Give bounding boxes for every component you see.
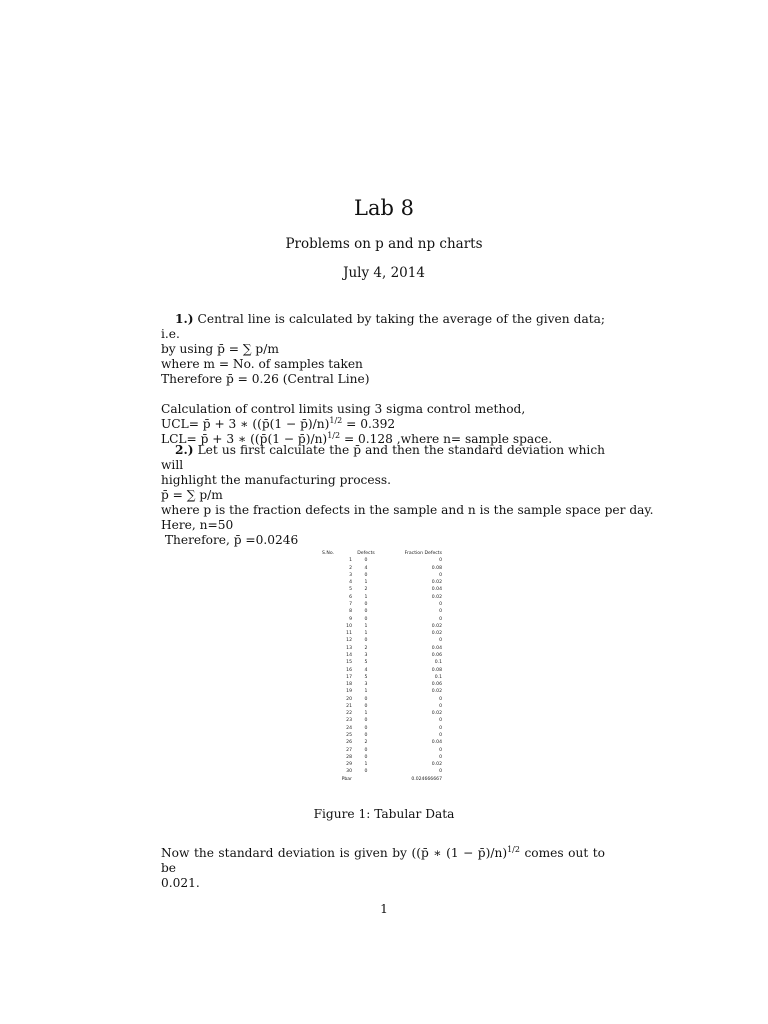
cell-defects: 1 xyxy=(364,580,368,586)
cell-fraction-defects: 0.08 xyxy=(431,565,442,571)
table-row xyxy=(322,696,442,703)
header-defects: Defects xyxy=(357,551,375,556)
table-row xyxy=(322,623,442,630)
cell-defects: 0 xyxy=(364,609,368,615)
cell-defects: 0 xyxy=(364,696,368,702)
cell-fraction-defects: 0 xyxy=(439,601,442,607)
document-date: July 4, 2014 xyxy=(343,265,425,281)
table-row xyxy=(322,637,442,644)
table-row xyxy=(322,703,442,710)
cell-sno: 17 xyxy=(346,674,352,680)
cell-fraction-defects: 0.1 xyxy=(434,674,442,680)
table-row xyxy=(322,754,442,761)
closing-prefix: Now the standard deviation is given by ((p̄ ∗ (1 − p̄)/n) xyxy=(161,846,508,860)
cell-fraction-defects: 0 xyxy=(439,638,442,644)
footer-value: 0.024666667 xyxy=(411,776,442,782)
figure-caption: Figure 1: Tabular Data xyxy=(313,807,455,821)
table-row xyxy=(322,659,442,666)
cell-defects: 4 xyxy=(364,667,368,673)
cell-sno: 27 xyxy=(346,747,352,753)
table-row xyxy=(322,667,442,674)
section-1-line-2: by using p̄ = ∑ p/m xyxy=(161,342,279,356)
cell-fraction-defects: 0.04 xyxy=(431,645,442,651)
header-sno: S.No. xyxy=(322,551,335,556)
lcl-prefix: LCL= p̄ + 3 ∗ ((p̄(1 − p̄)/n) xyxy=(161,432,328,446)
cell-fraction-defects: 0.02 xyxy=(431,762,442,768)
cell-defects: 3 xyxy=(364,652,368,658)
closing-line-2: 0.021. xyxy=(161,876,200,890)
cell-defects: 0 xyxy=(364,601,368,607)
cell-sno: 16 xyxy=(346,667,352,673)
cell-sno: 1 xyxy=(349,558,352,564)
ucl-suffix: = 0.392 xyxy=(342,417,396,431)
cell-sno: 23 xyxy=(346,718,352,724)
cell-fraction-defects: 0.04 xyxy=(431,587,442,593)
document-title: Lab 8 xyxy=(354,196,414,220)
cell-sno: 24 xyxy=(346,725,352,731)
cell-fraction-defects: 0.02 xyxy=(431,580,442,586)
section-1-line-5: Calculation of control limits using 3 sigma control method, xyxy=(161,402,526,416)
section-1-line-3: where m = No. of samples taken xyxy=(161,357,363,371)
cell-sno: 2 xyxy=(349,565,352,571)
section-1-line-1 xyxy=(161,312,605,342)
cell-sno: 3 xyxy=(349,572,352,578)
cell-sno: 20 xyxy=(346,696,352,702)
cell-defects: 2 xyxy=(364,587,368,593)
tabular-data-figure xyxy=(322,550,442,783)
cell-fraction-defects: 0.02 xyxy=(431,631,442,637)
cell-fraction-defects: 0 xyxy=(439,609,442,615)
lcl-suffix: = 0.128 ,where n= sample space. xyxy=(340,432,553,446)
table-row xyxy=(322,630,442,637)
cell-defects: 0 xyxy=(364,747,368,753)
cell-defects: 4 xyxy=(364,565,368,571)
cell-sno: 21 xyxy=(346,703,352,709)
cell-defects: 5 xyxy=(364,674,368,680)
cell-sno: 18 xyxy=(346,682,352,688)
cell-fraction-defects: 0 xyxy=(439,769,442,775)
cell-defects: 1 xyxy=(364,623,368,629)
table-row xyxy=(322,645,442,652)
cell-defects: 0 xyxy=(364,703,368,709)
cell-defects: 0 xyxy=(364,754,368,760)
cell-sno: 12 xyxy=(346,638,352,644)
cell-defects: 0 xyxy=(364,638,368,644)
cell-sno: 13 xyxy=(346,645,352,651)
data-table xyxy=(322,550,442,783)
closing-exponent: 1/2 xyxy=(507,845,520,854)
table-body xyxy=(322,557,442,775)
cell-defects: 5 xyxy=(364,660,368,666)
cell-defects: 0 xyxy=(364,572,368,578)
cell-fraction-defects: 0 xyxy=(439,572,442,578)
table-row xyxy=(322,710,442,717)
table-row xyxy=(322,768,442,775)
table-row xyxy=(322,652,442,659)
section-1-text-1: Central line is calculated by taking the average of the given data; i.e. xyxy=(161,312,605,341)
cell-fraction-defects: 0.02 xyxy=(431,711,442,717)
lcl-exponent: 1/2 xyxy=(327,431,341,440)
cell-fraction-defects: 0.04 xyxy=(431,740,442,746)
cell-defects: 1 xyxy=(364,689,368,695)
cell-fraction-defects: 0 xyxy=(439,703,442,709)
cell-fraction-defects: 0 xyxy=(439,616,442,622)
section-2-line-4: where p is the fraction defects in the sample and n is the sample space per day. xyxy=(161,503,654,517)
cell-fraction-defects: 0 xyxy=(439,733,442,739)
cell-defects: 0 xyxy=(364,558,368,564)
cell-defects: 0 xyxy=(364,616,368,622)
cell-sno: 5 xyxy=(349,587,352,593)
cell-defects: 3 xyxy=(364,682,368,688)
cell-defects: 0 xyxy=(364,718,368,724)
cell-sno: 25 xyxy=(346,733,352,739)
table-row xyxy=(322,747,442,754)
table-row xyxy=(322,586,442,593)
table-row xyxy=(322,579,442,586)
document-subtitle: Problems on p and np charts xyxy=(285,236,483,252)
cell-sno: 10 xyxy=(346,623,352,629)
table-row xyxy=(322,761,442,768)
cell-sno: 30 xyxy=(346,769,352,775)
table-row xyxy=(322,557,442,564)
page-number: 1 xyxy=(380,902,388,916)
section-1-label: 1.) xyxy=(175,312,194,326)
ucl-prefix: UCL= p̄ + 3 ∗ ((p̄(1 − p̄)/n) xyxy=(161,417,330,431)
section-2-label: 2.) xyxy=(175,443,194,457)
cell-fraction-defects: 0.06 xyxy=(431,652,442,658)
cell-fraction-defects: 0 xyxy=(439,718,442,724)
section-1-line-4: Therefore p̄ = 0.26 (Central Line) xyxy=(161,372,370,386)
cell-sno: 6 xyxy=(349,594,352,600)
cell-sno: 11 xyxy=(346,631,352,637)
cell-sno: 22 xyxy=(346,711,352,717)
cell-sno: 4 xyxy=(349,580,352,586)
section-2-text-1: Let us first calculate the p̄ and then the standard deviation which will xyxy=(161,443,606,472)
cell-defects: 2 xyxy=(364,645,368,651)
cell-fraction-defects: 0.02 xyxy=(431,623,442,629)
cell-fraction-defects: 0 xyxy=(439,558,442,564)
table-row xyxy=(322,725,442,732)
cell-fraction-defects: 0.1 xyxy=(434,660,442,666)
section-2 xyxy=(161,443,654,548)
cell-sno: 28 xyxy=(346,754,352,760)
section-2-line-2: highlight the manufacturing process. xyxy=(161,473,391,487)
cell-defects: 1 xyxy=(364,711,368,717)
cell-sno: 26 xyxy=(346,740,352,746)
cell-defects: 1 xyxy=(364,631,368,637)
table-row xyxy=(322,732,442,739)
cell-fraction-defects: 0.08 xyxy=(431,667,442,673)
cell-fraction-defects: 0.02 xyxy=(431,594,442,600)
table-row xyxy=(322,601,442,608)
section-2-line-1 xyxy=(161,443,605,473)
header-fraction-defects: Fraction Defects xyxy=(404,551,442,556)
cell-fraction-defects: 0.06 xyxy=(431,682,442,688)
table-row xyxy=(322,681,442,688)
section-2-line-3: p̄ = ∑ p/m xyxy=(161,488,223,502)
closing-suffix: comes out to be xyxy=(161,846,605,875)
cell-fraction-defects: 0 xyxy=(439,725,442,731)
cell-fraction-defects: 0 xyxy=(439,747,442,753)
cell-fraction-defects: 0.02 xyxy=(431,689,442,695)
table-row xyxy=(322,688,442,695)
cell-defects: 1 xyxy=(364,762,368,768)
cell-sno: 15 xyxy=(346,660,352,666)
cell-sno: 7 xyxy=(349,601,352,607)
table-row xyxy=(322,717,442,724)
table-row xyxy=(322,616,442,623)
cell-defects: 0 xyxy=(364,769,368,775)
closing-line-1 xyxy=(161,846,605,876)
cell-fraction-defects: 0 xyxy=(439,696,442,702)
table-row xyxy=(322,565,442,572)
cell-defects: 1 xyxy=(364,594,368,600)
ucl-exponent: 1/2 xyxy=(329,416,343,425)
cell-sno: 8 xyxy=(349,609,352,615)
table-row xyxy=(322,572,442,579)
section-1 xyxy=(161,312,605,447)
cell-defects: 0 xyxy=(364,733,368,739)
table-row xyxy=(322,739,442,746)
table-row xyxy=(322,674,442,681)
footer-label: Pbar xyxy=(341,776,352,782)
table-footer-row xyxy=(322,776,442,783)
cell-defects: 2 xyxy=(364,740,368,746)
cell-fraction-defects: 0 xyxy=(439,754,442,760)
closing-paragraph xyxy=(161,846,605,891)
table-row xyxy=(322,608,442,615)
cell-defects: 0 xyxy=(364,725,368,731)
cell-sno: 9 xyxy=(349,616,352,622)
section-2-line-6: Therefore, p̄ =0.0246 xyxy=(161,533,299,547)
cell-sno: 19 xyxy=(346,689,352,695)
section-2-line-5: Here, n=50 xyxy=(161,518,234,532)
ucl-formula xyxy=(161,417,605,432)
table-row xyxy=(322,594,442,601)
table-header-row xyxy=(322,550,442,557)
cell-sno: 14 xyxy=(346,652,352,658)
cell-sno: 29 xyxy=(346,762,352,768)
